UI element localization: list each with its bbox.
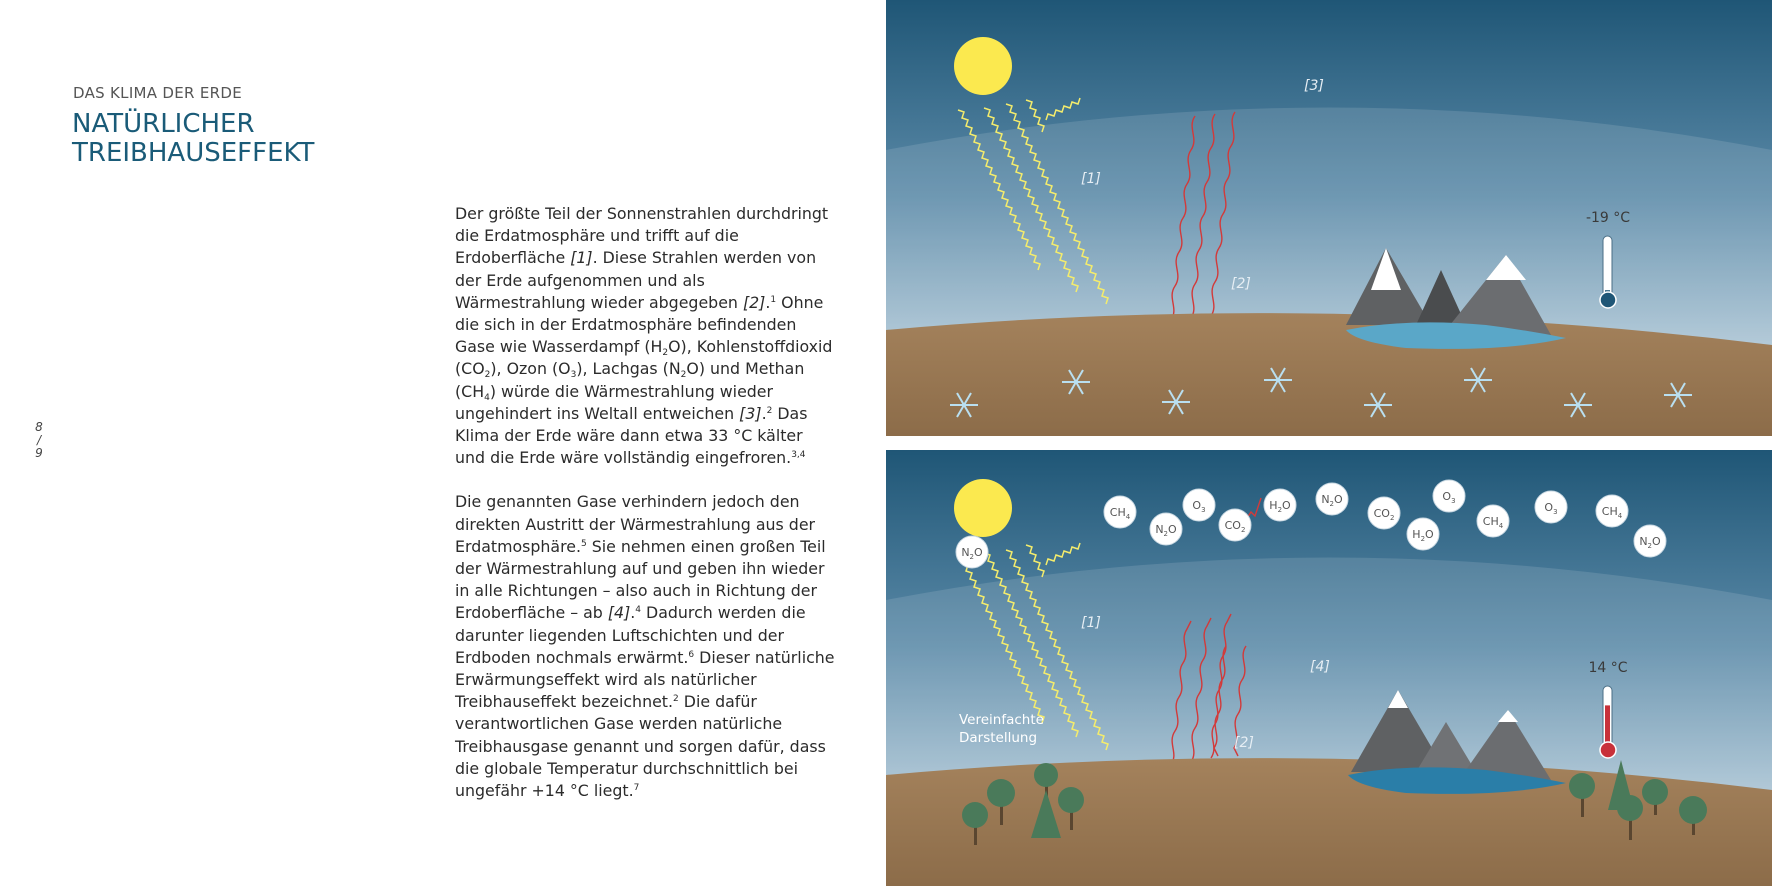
text-run: Dieser natürliche Erwärmungseffekt wird als natürlicher Treibhauseffekt bezeichnet. bbox=[455, 647, 835, 712]
gas-molecule-label: $H_2O$ bbox=[1412, 528, 1434, 543]
text-run: Die genannten Gase verhindern jedoch den direkten Austritt der Wärmestrahlung aus der Erdatmosphäre. bbox=[455, 492, 816, 556]
ground bbox=[886, 758, 1772, 886]
gas-molecule bbox=[1368, 497, 1400, 529]
gas-molecule bbox=[1433, 480, 1465, 512]
text-run: ), Ozon (O bbox=[490, 359, 571, 379]
gas-molecule-label: $H_2O$ bbox=[1269, 499, 1291, 514]
gas-molecule bbox=[1183, 489, 1215, 521]
page-number bbox=[34, 421, 44, 460]
gas-molecule-label: $O_3$ bbox=[1442, 490, 1456, 505]
thermometer-level bbox=[1605, 705, 1610, 746]
page-number-left: 8 bbox=[35, 420, 43, 434]
gas-molecule-label: $O_3$ bbox=[1192, 499, 1206, 514]
gas-molecule bbox=[1219, 509, 1251, 541]
gas-molecule-label: $CH_4$ bbox=[1482, 515, 1504, 530]
text-run: . bbox=[630, 603, 636, 623]
gas-molecule bbox=[1104, 496, 1136, 528]
figure-with-greenhouse-gases bbox=[886, 450, 1772, 886]
text-run: Sie nehmen einen großen Teil der Wärmestrahlung auf und geben ihn wieder in alle Richtungen – also auch in Richtung der Erdoberfläche – ab bbox=[455, 536, 826, 623]
footnote-marker: 6 bbox=[688, 649, 695, 660]
gas-molecule-label: $N_2O$ bbox=[1155, 523, 1177, 538]
label-ray-3: [3] bbox=[1304, 78, 1324, 94]
section-kicker: DAS KLIMA DER ERDE bbox=[73, 84, 242, 102]
gas-molecule-label: $CO_2$ bbox=[1224, 519, 1246, 534]
figure-reference: [1] bbox=[570, 248, 593, 268]
gas-molecule bbox=[956, 536, 988, 568]
text-run: . bbox=[765, 292, 771, 312]
gas-molecule-label: $O_3$ bbox=[1544, 501, 1558, 516]
text-run: Ohne die sich in der Erdatmosphäre befindenden Gase wie Wasserdampf (H bbox=[455, 292, 824, 357]
chemical-subscript: 3 bbox=[570, 370, 577, 381]
body-text bbox=[455, 203, 835, 824]
label-ray-2: [2] bbox=[1231, 276, 1251, 292]
temperature-label: 14 °C bbox=[1588, 660, 1628, 676]
text-run: Der größte Teil der Sonnenstrahlen durchdringt die Erdatmosphäre und trifft auf die Erdoberfläche bbox=[455, 204, 829, 268]
gas-molecule-label: $CH_4$ bbox=[1109, 506, 1131, 521]
figure-reference: [2] bbox=[742, 292, 766, 312]
footnote-marker: 5 bbox=[581, 538, 587, 549]
gas-molecule bbox=[1477, 505, 1509, 537]
ground bbox=[886, 313, 1772, 436]
sun-icon bbox=[954, 37, 1012, 95]
page-number-separator: / bbox=[36, 433, 42, 447]
gas-molecule-label: $N_2O$ bbox=[961, 546, 983, 561]
text-run: Die dafür verantwortlichen Gase werden natürliche Treibhausgase genannt und sorgen dafür, dass die globale Temperatur durchschnittlich bei ungefähr +14 °C liegt. bbox=[455, 692, 826, 801]
page-title-line-1: NATÜRLICHER bbox=[72, 109, 255, 139]
gas-molecule bbox=[1316, 483, 1348, 515]
caption-line-2: Darstellung bbox=[959, 730, 1038, 746]
chemical-subscript: 2 bbox=[662, 348, 669, 359]
paragraph-2 bbox=[455, 491, 835, 802]
page-title bbox=[72, 110, 314, 168]
sun-icon bbox=[954, 479, 1012, 537]
label-ray-2: [2] bbox=[1234, 735, 1254, 751]
paragraph-1 bbox=[455, 203, 835, 469]
gas-molecule bbox=[1264, 489, 1296, 521]
text-run: . Diese Strahlen werden von der Erde aufgenommen und als Wärmestrahlung wieder abgegeben bbox=[455, 248, 817, 312]
text-run: ), Lachgas (N bbox=[576, 359, 681, 379]
text-run: Dadurch werden die darunter liegenden Luftschichten und der Erdboden nochmals erwärmt. bbox=[455, 603, 806, 667]
footnote-marker: 3,4 bbox=[791, 450, 806, 461]
text-run: . bbox=[761, 403, 767, 423]
gas-molecule bbox=[1634, 525, 1666, 557]
gas-molecule-label: $N_2O$ bbox=[1639, 535, 1661, 550]
footnote-marker: 4 bbox=[635, 605, 642, 616]
figure-reference: [4] bbox=[607, 603, 631, 623]
figure-reference: [3] bbox=[739, 403, 762, 423]
text-run: ) würde die Wärmestrahlung wieder ungehindert ins Weltall entweichen bbox=[455, 381, 774, 423]
page-title-line-2: TREIBHAUSEFFEKT bbox=[72, 138, 315, 168]
chemical-subscript: 4 bbox=[484, 392, 490, 403]
gas-molecule bbox=[1535, 491, 1567, 523]
gas-molecule bbox=[1596, 495, 1628, 527]
figure-without-greenhouse-gases bbox=[886, 0, 1772, 436]
gas-molecule-label: $CO_2$ bbox=[1373, 507, 1395, 522]
gas-molecule bbox=[1407, 518, 1439, 550]
footnote-marker: 2 bbox=[766, 405, 773, 416]
footnote-marker: 7 bbox=[633, 783, 640, 794]
page-number-right: 9 bbox=[35, 446, 43, 460]
gas-molecule bbox=[1150, 513, 1182, 545]
text-run: Das Klima der Erde wäre dann etwa 33 °C kälter und die Erde wäre vollständig eingefroren. bbox=[455, 403, 808, 468]
footnote-marker: 2 bbox=[673, 694, 679, 705]
text-run: O), Kohlenstoffdioxid (CO bbox=[455, 337, 833, 379]
temperature-label: -19 °C bbox=[1585, 210, 1631, 226]
text-run: O) und Methan (CH bbox=[455, 359, 805, 401]
caption-line-1: Vereinfachte bbox=[959, 712, 1044, 728]
label-ray-4: [4] bbox=[1310, 659, 1330, 675]
chemical-subscript: 2 bbox=[484, 370, 491, 381]
gas-molecule-label: $CH_4$ bbox=[1601, 505, 1623, 520]
label-ray-1: [1] bbox=[1081, 171, 1101, 187]
label-ray-1: [1] bbox=[1081, 615, 1101, 631]
footnote-marker: 1 bbox=[770, 294, 777, 305]
chemical-subscript: 2 bbox=[680, 370, 687, 381]
gas-molecule-label: $N_2O$ bbox=[1321, 493, 1343, 508]
